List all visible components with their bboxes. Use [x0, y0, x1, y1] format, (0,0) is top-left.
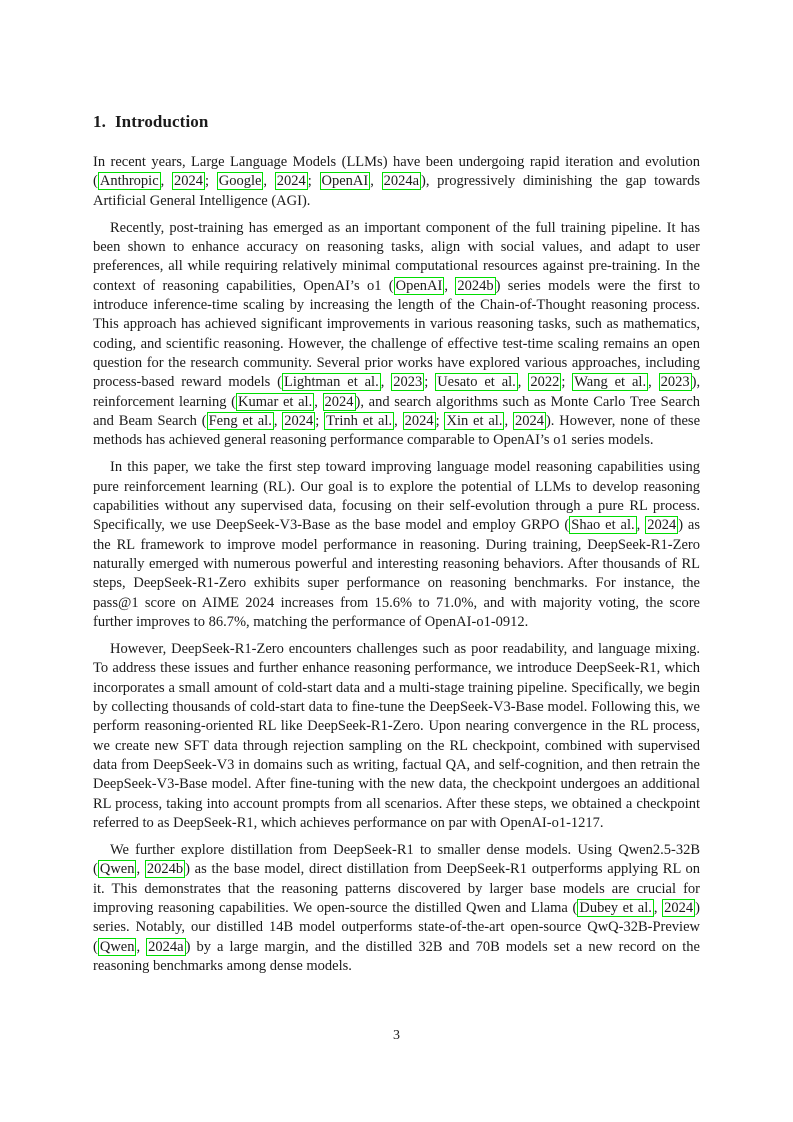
- citation-link[interactable]: Feng et al.: [208, 412, 272, 429]
- citation-link[interactable]: Qwen: [99, 938, 135, 955]
- citation-link[interactable]: Lightman et al.: [283, 374, 379, 391]
- section-heading: [93, 112, 700, 132]
- citation-link[interactable]: 2024b: [146, 861, 184, 878]
- citation-link[interactable]: 2024: [173, 173, 203, 190]
- citation-link[interactable]: Wang et al.: [574, 374, 647, 391]
- section-number: 1.: [93, 112, 106, 131]
- citation-link[interactable]: OpenAI: [395, 277, 443, 294]
- page-content: [93, 112, 700, 984]
- citation-link[interactable]: Anthropic: [99, 173, 159, 190]
- citation-link[interactable]: Dubey et al.: [579, 899, 652, 916]
- page-number: 3: [393, 1028, 400, 1043]
- section-title: Introduction: [114, 112, 209, 131]
- citation-link[interactable]: Uesato et al.: [437, 374, 516, 391]
- citation-link[interactable]: 2022: [530, 374, 560, 391]
- paragraph: In recent years, Large Language Models (LLMs) have been undergoing rapid iteration and evolution ( Anthropic , 2024 ; Google , 2024 ; OpenAI , 2024a ), progressively diminishing the gap towards Artificial General Intelligence (AGI).: [93, 154, 701, 209]
- paragraph: We further explore distillation from DeepSeek-R1 to smaller dense models. Using Qwen2.5-32B ( Qwen , 2024b ) as the base model, direct distillation from DeepSeek-R1 outperforms applying RL on it. This demonstrates that the reasoning patterns discovered by larger base models are crucial for improving reasoning capabilities. We open-source the distilled Qwen and Llama ( Dubey et al. , 2024 ) series. Notably, our distilled 14B model outperforms state-of-the-art open-source QwQ-32B-Preview ( Qwen , 2024a ) by a large margin, and the distilled 32B and 70B models set a new record on the reasoning benchmarks among dense models.: [93, 842, 701, 974]
- citation-link[interactable]: 2024b: [457, 277, 494, 294]
- citation-link[interactable]: 2024a: [148, 938, 184, 955]
- citation-link[interactable]: 2024a: [383, 173, 420, 190]
- citation-link[interactable]: 2023: [393, 374, 423, 391]
- citation-link[interactable]: 2024: [647, 517, 677, 534]
- paragraph: Recently, post-training has emerged as an important component of the full training pipeline. It has been shown to enhance accuracy on reasoning tasks, align with social values, and adapt to user preferences, all while requiring relatively minimal computational resources against pre-training. In the context of reasoning capabilities, OpenAI’s o1 ( OpenAI , 2024b ) series models were the first to introduce inference-time scaling by increasing the length of the Chain-of-Thought reasoning process. This approach has achieved significant improvements in various reasoning tasks, such as mathematics, coding, and scientific reasoning. However, the challenge of effective test-time scaling remains an open question for the research community. Several prior works have explored various approaches, including process-based reward models ( Lightman et al. , 2023 ; Uesato et al. , 2022 ; Wang et al. , 2023 ), reinforcement learning ( Kumar et al. , 2024 ), and search algorithms such as Monte Carlo Tree Search and Beam Search ( Feng et al. , 2024 ; Trinh et al. , 2024 ; Xin et al. , 2024 ). However, none of these methods has achieved general reasoning performance comparable to OpenAI’s o1 series models.: [93, 219, 701, 449]
- body-text: [93, 153, 700, 976]
- citation-link[interactable]: Qwen: [99, 861, 135, 878]
- paragraph: However, DeepSeek-R1-Zero encounters challenges such as poor readability, and language mixing. To address these issues and further enhance reasoning performance, we introduce DeepSeek-R1, which incorporates a small amount of cold-start data and a multi-stage training pipeline. Specifically, we begin by collecting thousands of cold-start data to fine-tune the DeepSeek-V3-Base model. Following this, we perform reasoning-oriented RL like DeepSeek-R1-Zero. Upon nearing convergence in the RL process, we create new SFT data through rejection sampling on the RL checkpoint, combined with supervised data from DeepSeek-V3 in domains such as writing, factual QA, and self-cognition, and then retrain the DeepSeek-V3-Base model. After fine-tuning with the new data, the checkpoint undergoes an additional RL process, taking into account prompts from all scenarios. After these steps, we obtained a checkpoint referred to as DeepSeek-R1, which achieves performance on par with OpenAI-o1-1217.: [93, 641, 700, 831]
- citation-link[interactable]: 2024: [276, 173, 306, 190]
- citation-link[interactable]: Trinh et al.: [326, 412, 393, 429]
- citation-link[interactable]: 2024: [324, 393, 354, 410]
- citation-link[interactable]: 2023: [660, 374, 690, 391]
- citation-link[interactable]: 2024: [284, 412, 314, 429]
- citation-link[interactable]: 2024: [664, 899, 694, 916]
- citation-link[interactable]: Shao et al.: [571, 517, 635, 534]
- citation-link[interactable]: Kumar et al.: [238, 393, 313, 410]
- citation-link[interactable]: 2024: [514, 412, 544, 429]
- citation-link[interactable]: Xin et al.: [446, 412, 503, 429]
- paragraph: In this paper, we take the first step toward improving language model reasoning capabilities using pure reinforcement learning (RL). Our goal is to explore the potential of LLMs to develop reasoning capabilities without any supervised data, focusing on their self-evolution through a pure RL process. Specifically, we use DeepSeek-V3-Base as the base model and employ GRPO ( Shao et al. , 2024 ) as the RL framework to improve model performance in reasoning. During training, DeepSeek-R1-Zero naturally emerged with numerous powerful and interesting reasoning behaviors. After thousands of RL steps, DeepSeek-R1-Zero exhibits super performance on reasoning benchmarks. For instance, the pass@1 score on AIME 2024 increases from 15.6% to 71.0%, and with majority voting, the score further improves to 86.7%, matching the performance of OpenAI-o1-0912.: [93, 459, 701, 630]
- citation-link[interactable]: OpenAI: [321, 173, 369, 190]
- citation-link[interactable]: 2024: [404, 412, 434, 429]
- citation-link[interactable]: Google: [218, 173, 262, 190]
